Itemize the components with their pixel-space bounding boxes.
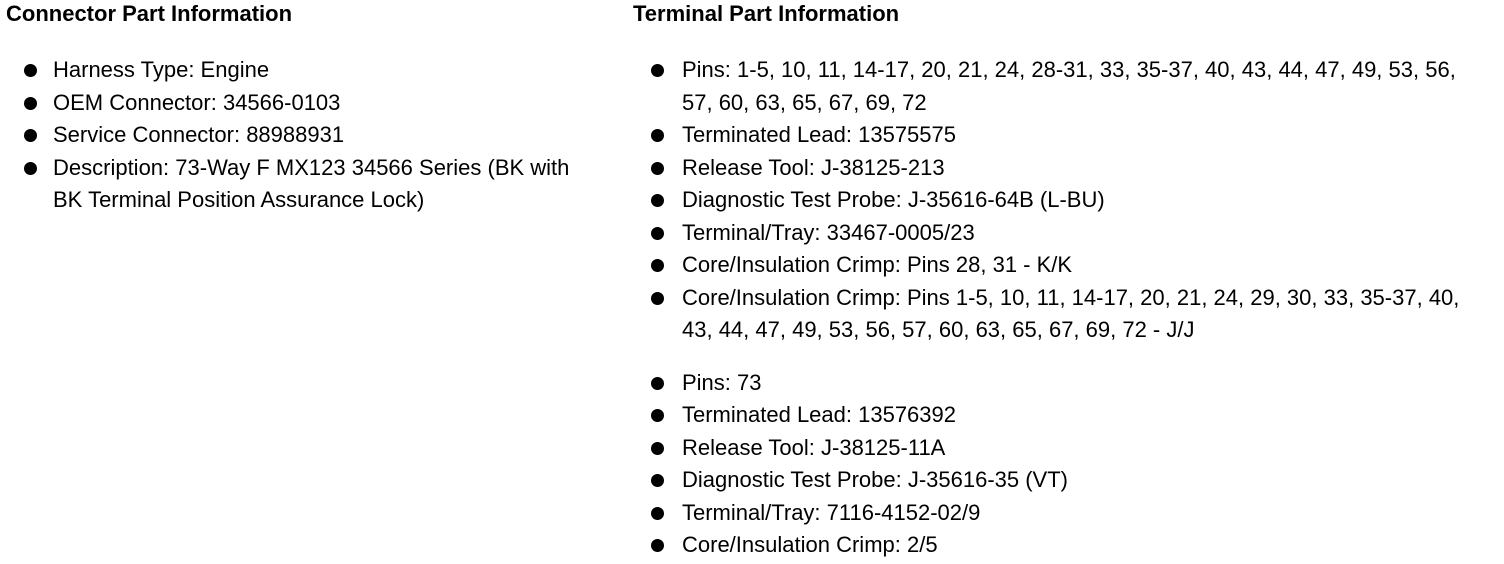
list-item-text: Core/Insulation Crimp: Pins 28, 31 - K/K <box>682 252 1073 277</box>
list-item <box>633 399 1482 432</box>
list-item-text: Harness Type: Engine <box>53 57 270 82</box>
bullet-icon <box>24 162 37 175</box>
bullet-icon <box>651 507 664 520</box>
list-item <box>633 282 1482 347</box>
bullet-icon <box>651 162 664 175</box>
list-item <box>633 184 1482 217</box>
list-item <box>633 119 1482 152</box>
bullet-icon <box>651 539 664 552</box>
list-item-text: Release Tool: J-38125-213 <box>682 154 945 180</box>
list-item <box>6 152 598 217</box>
list-item <box>633 367 1482 400</box>
list-item <box>633 529 1482 562</box>
list-item-text: Diagnostic Test Probe: J-35616-35 (VT) <box>682 467 1068 492</box>
list-item-text: Pins: 1-5, 10, 11, 14-17, 20, 21, 24, 28-31, 33, 35-37, 40, 43, 44, 47, 49, 53, 56, 57, 60, 63, 65, 67, 69, 72 <box>682 57 1456 115</box>
list-item-text: OEM Connector: 34566-0103 <box>53 89 341 115</box>
terminal-part-section <box>633 0 1493 562</box>
list-item-text: Core/Insulation Crimp: Pins 1-5, 10, 11, 14-17, 20, 21, 24, 29, 30, 33, 35-37, 40, 43, 44, 47, 49, 53, 56, 57, 60, 63, 65, 67, 69, 72 - J/J <box>682 284 1460 342</box>
terminal-part-heading: Terminal Part Information <box>633 1 900 26</box>
list-item <box>633 497 1482 530</box>
connector-part-heading: Connector Part Information <box>6 1 293 26</box>
list-item-text: Diagnostic Test Probe: J-35616-64B (L-BU) <box>682 187 1105 212</box>
list-item-text: Pins: 73 <box>682 369 762 395</box>
list-item <box>633 249 1482 282</box>
list-item <box>633 152 1482 185</box>
bullet-icon <box>651 474 664 487</box>
bullet-icon <box>24 129 37 142</box>
terminal-part-list-2 <box>633 367 1493 562</box>
bullet-icon <box>651 442 664 455</box>
list-item-text: Release Tool: J-38125-11A <box>682 434 946 460</box>
connector-part-section <box>6 0 606 217</box>
list-item <box>633 432 1482 465</box>
bullet-icon <box>651 194 664 207</box>
list-item-text: Terminated Lead: 13575575 <box>682 122 956 147</box>
bullet-icon <box>651 292 664 305</box>
list-item-text: Core/Insulation Crimp: 2/5 <box>682 532 938 557</box>
bullet-icon <box>651 129 664 142</box>
list-item <box>633 217 1482 250</box>
list-item <box>6 54 598 87</box>
list-item-text: Terminal/Tray: 7116-4152-02/9 <box>682 499 981 525</box>
list-item-text: Description: 73-Way F MX123 34566 Series (BK with BK Terminal Position Assurance Lock) <box>53 154 570 212</box>
list-item-text: Terminated Lead: 13576392 <box>682 402 956 427</box>
bullet-icon <box>651 64 664 77</box>
bullet-icon <box>651 259 664 272</box>
bullet-icon <box>24 97 37 110</box>
list-item-text: Terminal/Tray: 33467-0005/23 <box>682 219 975 245</box>
bullet-icon <box>24 64 37 77</box>
terminal-part-list-1 <box>633 54 1493 347</box>
list-item <box>6 87 598 120</box>
bullet-icon <box>651 409 664 422</box>
connector-part-list <box>6 54 606 217</box>
bullet-icon <box>651 227 664 240</box>
list-item-text: Service Connector: 88988931 <box>53 122 345 147</box>
list-item <box>6 119 598 152</box>
list-item <box>633 54 1482 119</box>
bullet-icon <box>651 377 664 390</box>
list-item <box>633 464 1482 497</box>
